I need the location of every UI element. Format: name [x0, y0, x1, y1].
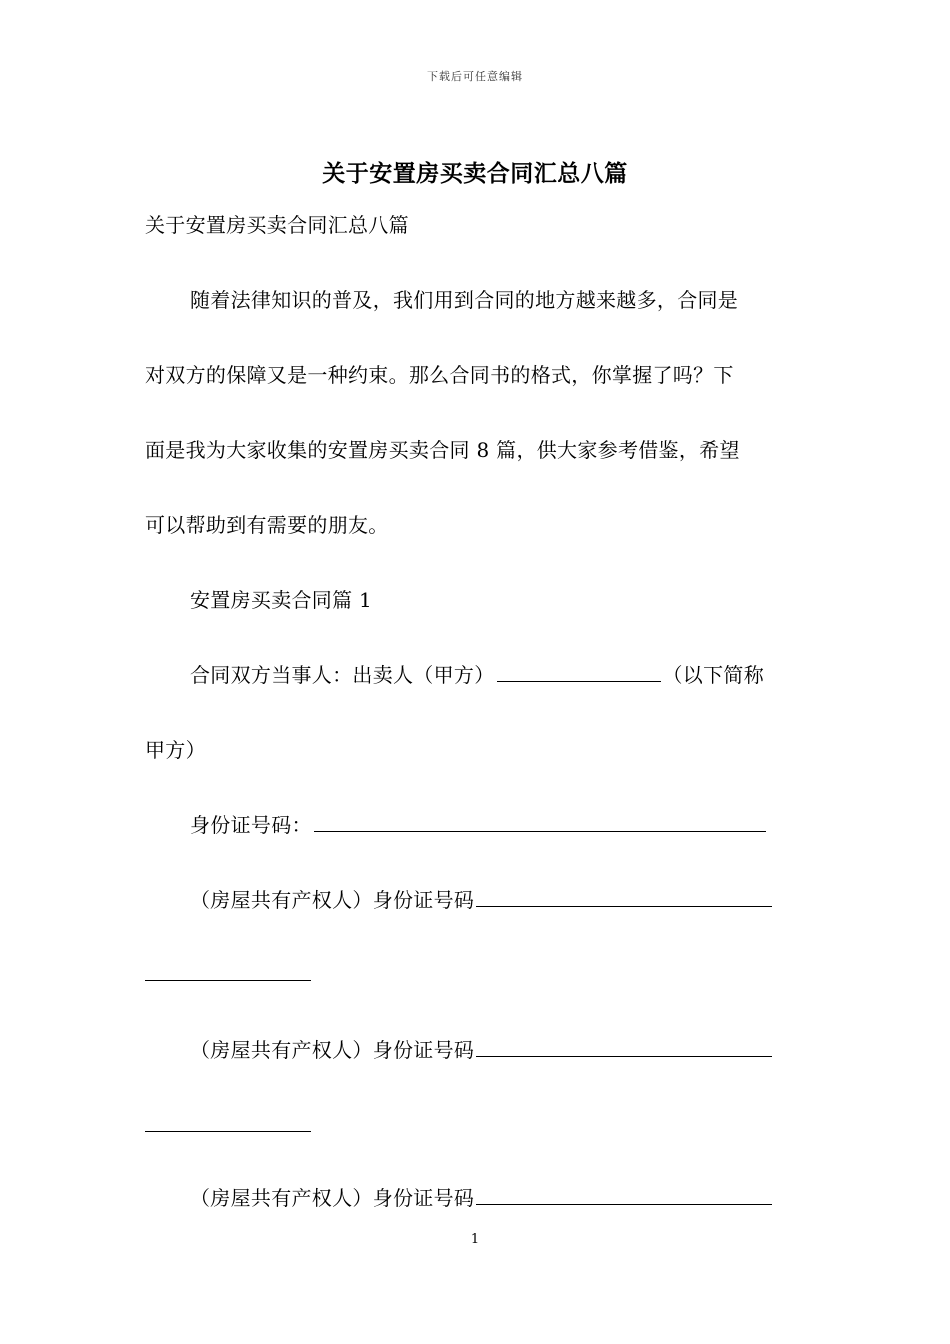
intro-line-4: 可以帮助到有需要的朋友。 — [145, 513, 389, 537]
header-note: 下载后可任意编辑 — [427, 70, 523, 83]
parties-label: 合同双方当事人：出卖人（甲方） — [190, 663, 495, 687]
coowner-id-blank-2-continuation[interactable] — [145, 1131, 311, 1132]
coowner-id-blank-1[interactable] — [476, 886, 772, 907]
coowner-label-1: （房屋共有产权人）身份证号码 — [190, 888, 475, 912]
document-subtitle: 关于安置房买卖合同汇总八篇 — [145, 213, 409, 237]
parties-suffix: （以下简称 — [662, 663, 764, 687]
parties-continuation: 甲方） — [145, 738, 206, 762]
id-number-blank[interactable] — [314, 811, 766, 832]
id-number-line — [190, 811, 810, 839]
page-number: 1 — [470, 1232, 480, 1247]
intro-line-2: 对双方的保障又是一种约束。那么合同书的格式，你掌握了吗？下 — [145, 363, 734, 387]
intro-line-1: 随着法律知识的普及，我们用到合同的地方越来越多，合同是 — [190, 288, 739, 312]
intro-line-3: 面是我为大家收集的安置房买卖合同 8 篇，供大家参考借鉴，希望 — [145, 438, 740, 462]
coowner-line-3 — [190, 1184, 810, 1212]
id-label: 身份证号码： — [190, 813, 312, 837]
coowner-id-blank-3[interactable] — [476, 1184, 772, 1205]
seller-name-blank[interactable] — [497, 661, 661, 682]
coowner-id-blank-2[interactable] — [476, 1036, 772, 1057]
coowner-line-1 — [190, 886, 810, 914]
document-title: 关于安置房买卖合同汇总八篇 — [322, 160, 628, 187]
coowner-id-blank-1-continuation[interactable] — [145, 980, 311, 981]
coowner-label-3: （房屋共有产权人）身份证号码 — [190, 1186, 475, 1210]
coowner-line-2 — [190, 1036, 810, 1064]
coowner-label-2: （房屋共有产权人）身份证号码 — [190, 1038, 475, 1062]
section-heading: 安置房买卖合同篇 1 — [190, 588, 373, 612]
parties-line — [190, 661, 810, 689]
